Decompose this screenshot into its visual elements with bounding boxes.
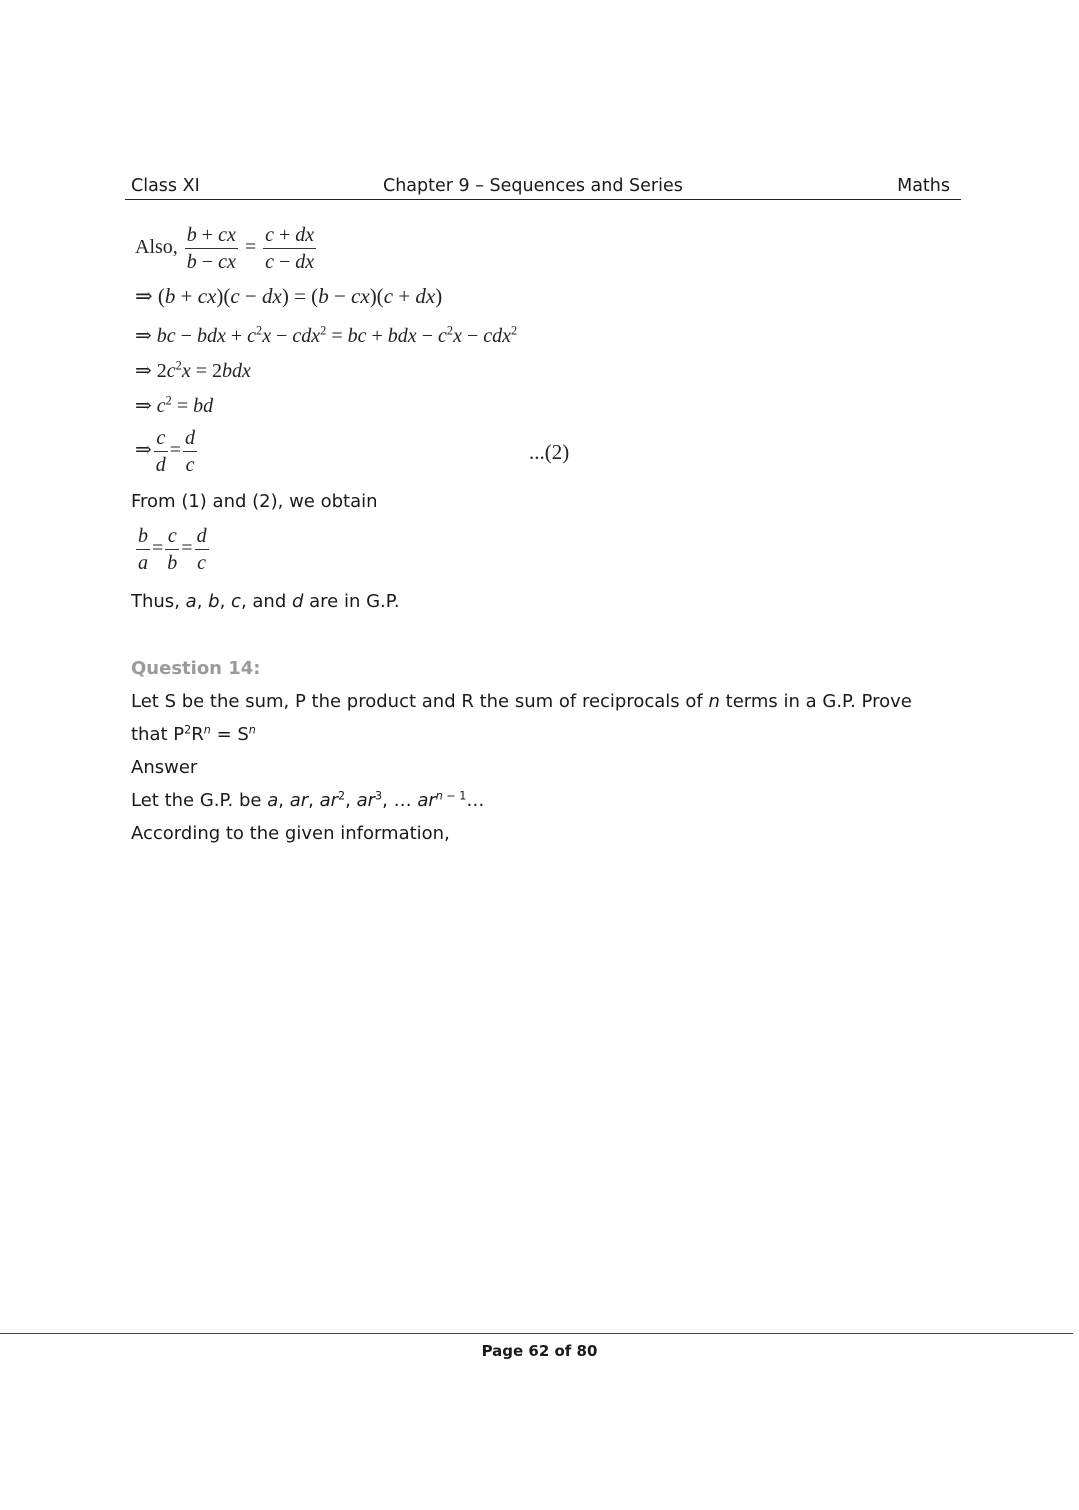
fraction: $\frac{d}{c}$: [185, 427, 196, 476]
footer-divider: [0, 1333, 1073, 1334]
equation-also: Also, $\frac{b + cx}{b - cx}$ = $\frac{c + dx}{c - dx}$: [135, 224, 315, 273]
from-statement: From (1) and (2), we obtain: [131, 491, 378, 512]
according-statement: According to the given information,: [131, 823, 450, 844]
fraction: $\frac{c}{d}$: [155, 427, 166, 476]
question-line-1: Let S be the sum, P the product and R the sum of reciprocals of n terms in a G.P. Prove: [131, 691, 912, 712]
fraction: $\frac{c + dx}{c - dx}$: [265, 224, 315, 273]
header-subject: Maths: [897, 176, 950, 196]
equation-reference: ...(2): [529, 440, 570, 464]
question-line-2: that $P^2R^n = S^n$: [131, 723, 256, 745]
equation-result: $\frac{b}{a}$ = $\frac{c}{b}$ = $\frac{d}{c}$: [138, 525, 207, 574]
equation-step-2: ⇒ bc − bdx + $c^2x - cdx^2$ = bc + bdx − $c^2x - cdx^2$: [135, 323, 518, 347]
conclusion-statement: Thus, a, b, c, and d are in G.P.: [131, 591, 400, 612]
also-label: Also,: [135, 236, 178, 259]
page-header: [125, 176, 961, 200]
equation-step-5: ⇒ $\frac{c}{d}$ = $\frac{d}{c}$: [135, 427, 196, 476]
equation-step-4: ⇒ $c^2$ = bd: [135, 393, 214, 417]
fraction: $\frac{d}{c}$: [196, 525, 207, 574]
fraction: $\frac{b + cx}{b - cx}$: [186, 224, 236, 273]
equation-step-1: ⇒ (b + cx)(c − dx) = (b − cx)(c + dx): [135, 284, 443, 308]
fraction: $\frac{b}{a}$: [138, 525, 148, 574]
gp-definition: Let the G.P. be a, ar, $ar^2$, $ar^3$, … $ar^{n - 1}\dots$: [131, 789, 485, 811]
header-chapter: Chapter 9 – Sequences and Series: [383, 176, 683, 196]
header-class: Class XI: [131, 176, 200, 196]
equation-step-3: ⇒ $2c^2x = 2bdx$: [135, 358, 251, 382]
answer-label: Answer: [131, 757, 198, 778]
fraction: $\frac{c}{b}$: [167, 525, 178, 574]
question-heading: Question 14:: [131, 658, 261, 679]
page-number: Page 62 of 80: [481, 1342, 598, 1360]
